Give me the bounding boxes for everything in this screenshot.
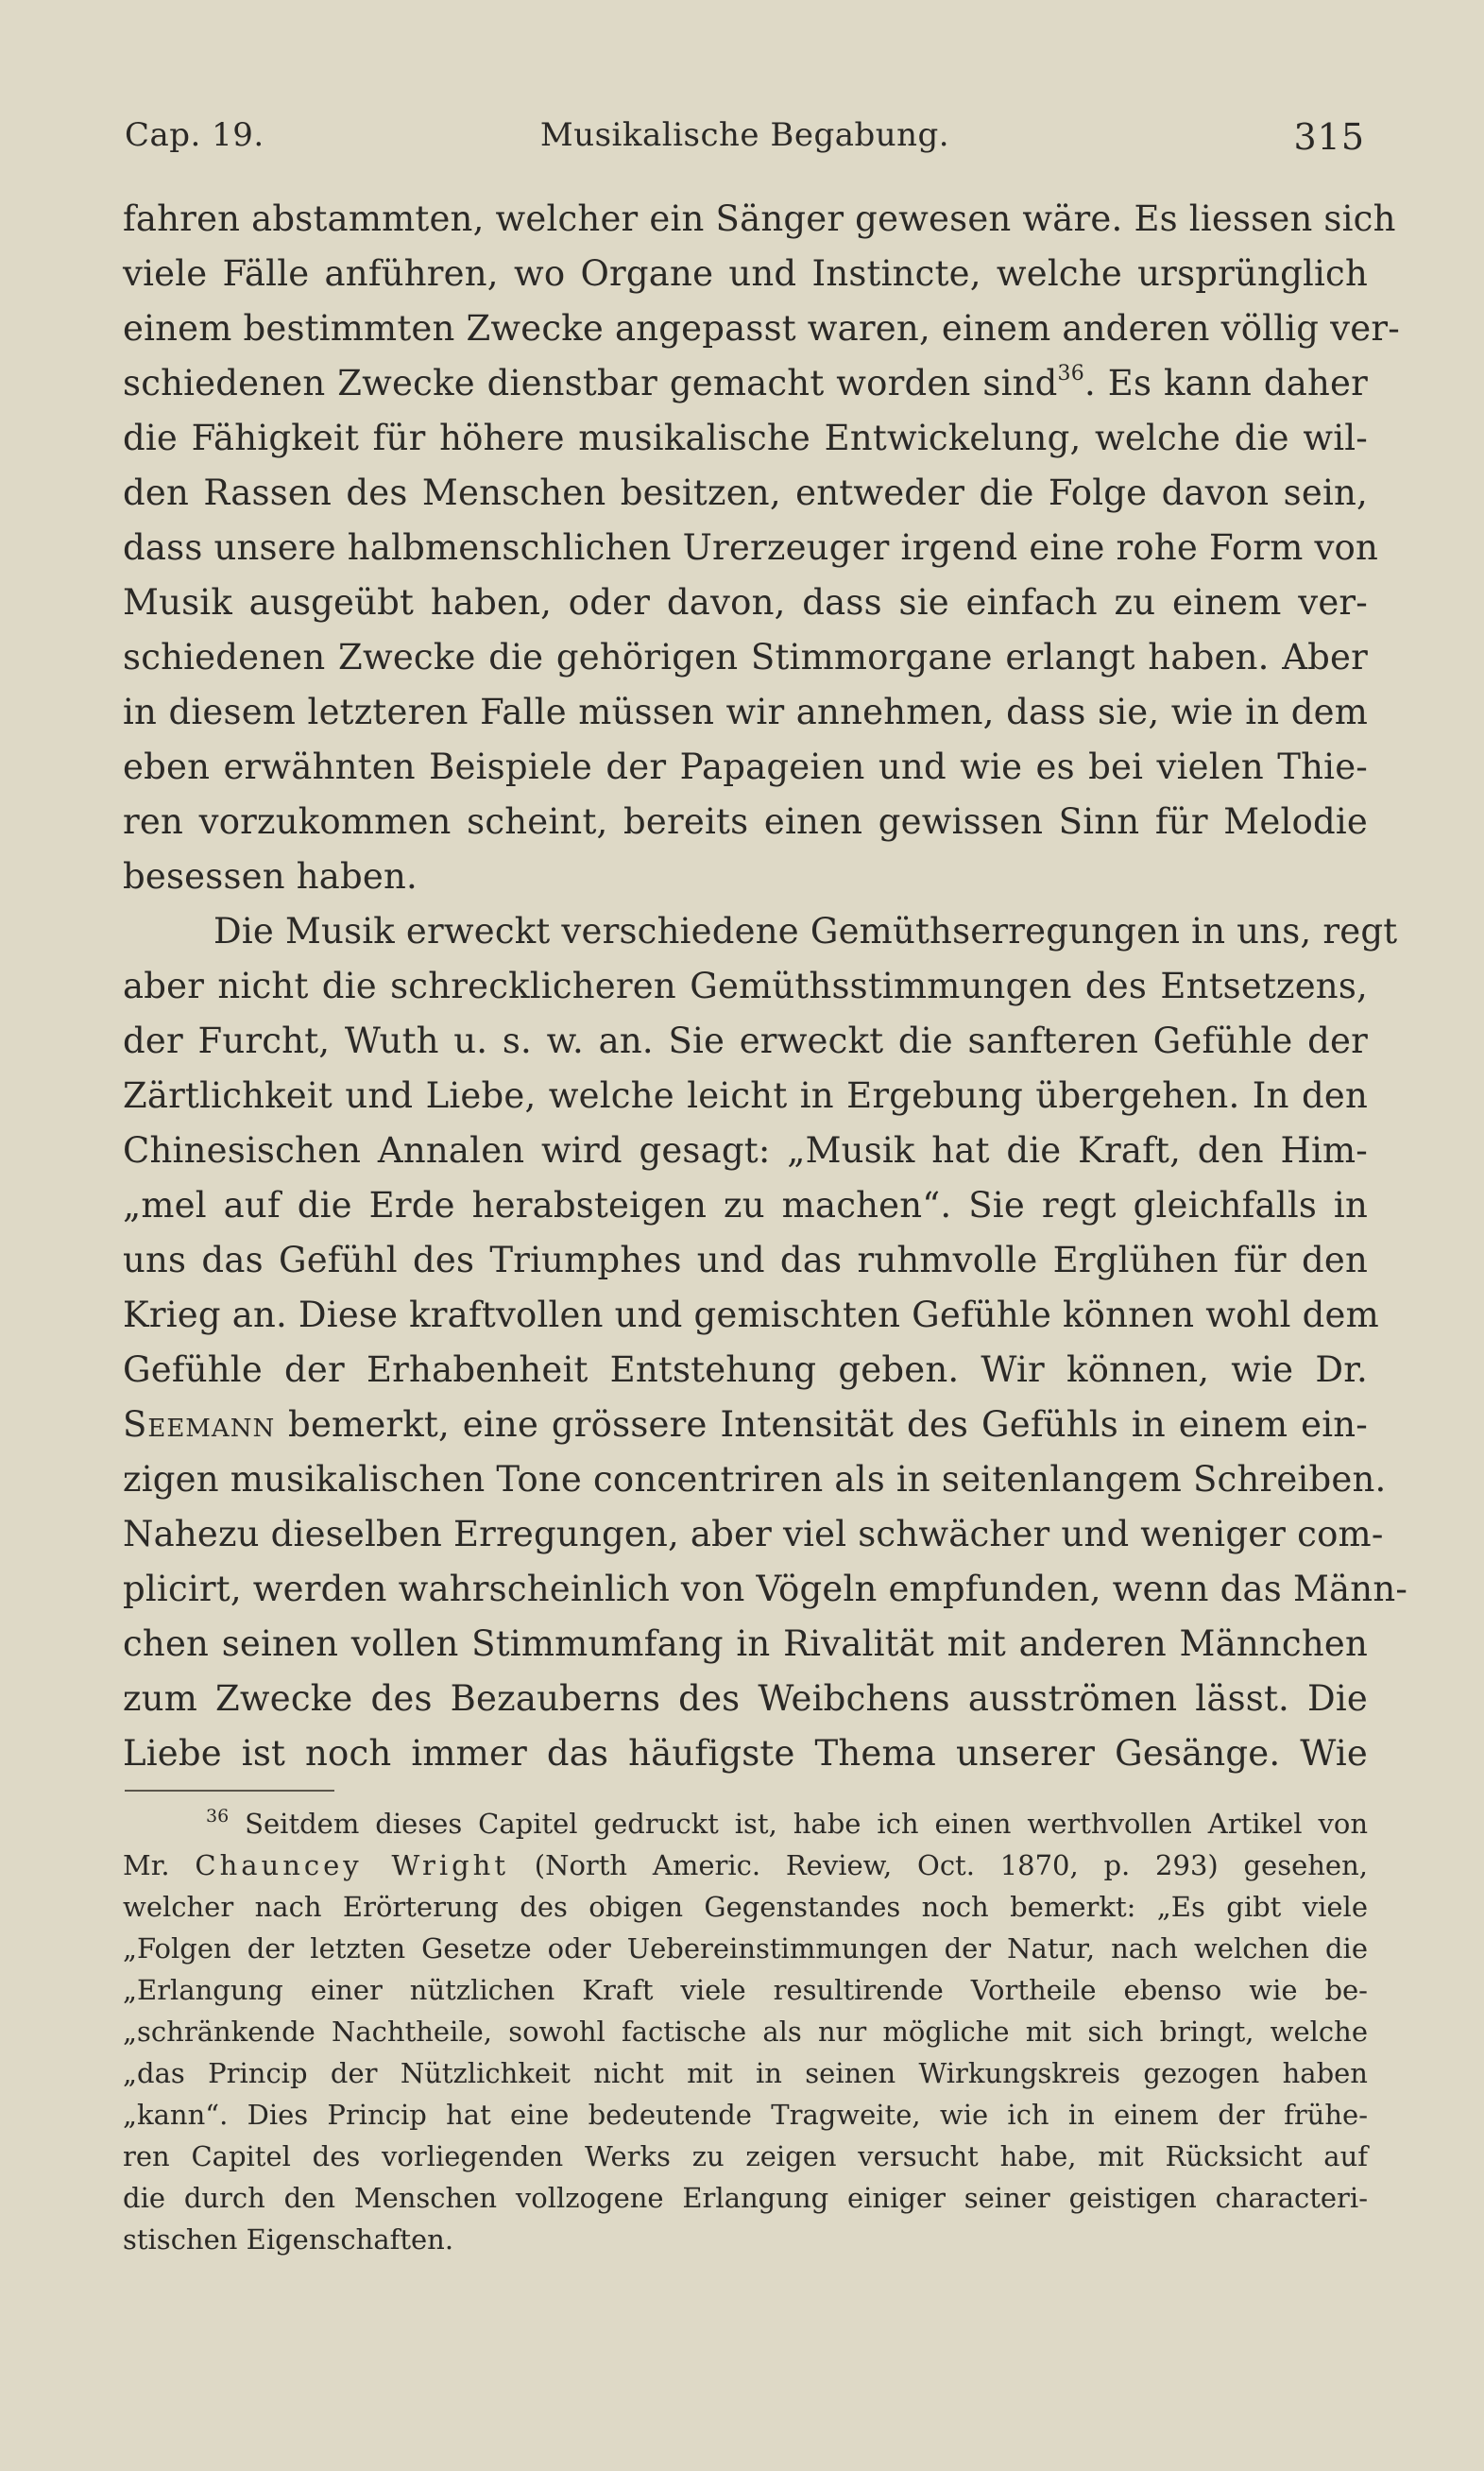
text-line: schiedenen Zwecke die gehörigen Stimmorgane erlangt haben. Aber: [123, 637, 1368, 678]
text-line: ren vorzukommen scheint, bereits einen gewissen Sinn für Melodie: [123, 801, 1368, 842]
text-line: besessen haben.: [123, 856, 418, 897]
running-title: Musikalische Begabung.: [539, 116, 950, 154]
footnote-line: [206, 1803, 1368, 1845]
text-line: Liebe ist noch immer das häufigste Thema unserer Gesänge. Wie: [123, 1733, 1368, 1774]
footnote-line: „das Princip der Nützlichkeit nicht mit in seinen Wirkungskreis gezogen haben: [123, 2057, 1368, 2089]
text-line: Nahezu dieselben Erregungen, aber viel schwächer und weniger com-: [123, 1514, 1384, 1554]
footnote-line: „kann“. Dies Princip hat eine bedeutende Tragweite, wie ich in einem der frühe-: [123, 2099, 1368, 2131]
text-segment: . Es kann daher: [1083, 363, 1368, 403]
text-line: Krieg an. Diese kraftvollen und gemischten Gefühle können wohl dem: [123, 1295, 1379, 1335]
text-line: uns das Gefühl des Triumphes und das ruhmvolle Erglühen für den: [123, 1240, 1368, 1280]
text-line: eben erwähnten Beispiele der Papageien und wie es bei vielen Thie-: [123, 746, 1368, 787]
text-line: [123, 1398, 1368, 1452]
text-line: viele Fälle anführen, wo Organe und Instincte, welche ursprünglich: [123, 253, 1368, 294]
text-line: chen seinen vollen Stimmumfang in Rivalität mit anderen Männchen: [123, 1623, 1368, 1664]
text-line: aber nicht die schrecklicheren Gemüthsstimmungen des Entsetzens,: [123, 966, 1368, 1006]
author-name: Seemann: [123, 1404, 276, 1445]
footnote-reference: 36: [1057, 362, 1084, 386]
text-line: fahren abstammten, welcher ein Sänger gewesen wäre. Es liessen sich: [123, 198, 1396, 239]
text-segment: Mr.: [123, 1849, 196, 1881]
paragraph-start: Die Musik erweckt verschiedene Gemüthserregungen in uns, regt: [213, 911, 1398, 952]
footnote-line: „Erlangung einer nützlichen Kraft viele resultirende Vortheile ebenso wie be-: [123, 1974, 1368, 2006]
text-line: Gefühle der Erhabenheit Entstehung geben. Wir können, wie Dr.: [123, 1349, 1368, 1390]
footnote-line: „Folgen der letzten Gesetze oder Uebereinstimmungen der Natur, nach welchen die: [123, 1932, 1368, 1965]
text-line: Musik ausgeübt haben, oder davon, dass sie einfach zu einem ver-: [123, 582, 1368, 623]
text-line: zum Zwecke des Bezauberns des Weibchens ausströmen lässt. Die: [123, 1678, 1368, 1719]
text-line: zigen musikalischen Tone concentriren als in seitenlangem Schreiben.: [123, 1459, 1387, 1500]
footnote-line: die durch den Menschen vollzogene Erlangung einiger seiner geistigen characteri-: [123, 2182, 1368, 2214]
text-line: Chinesischen Annalen wird gesagt: „Musik hat die Kraft, den Him-: [123, 1130, 1368, 1171]
text-line: [123, 356, 1368, 411]
footnote-line: „schränkende Nachtheile, sowohl factische als nur mögliche mit sich bringt, welche: [123, 2016, 1368, 2048]
text-line: dass unsere halbmenschlichen Urerzeuger irgend eine rohe Form von: [123, 527, 1379, 568]
footnote-line: welcher nach Erörterung des obigen Gegenstandes noch bemerkt: „Es gibt viele: [123, 1891, 1368, 1923]
page-number: 315: [1293, 116, 1365, 158]
footnote-line: [123, 1845, 1368, 1886]
text-line: den Rassen des Menschen besitzen, entweder die Folge davon sein,: [123, 472, 1368, 513]
text-line: plicirt, werden wahrscheinlich von Vögeln empfunden, wenn das Männ-: [123, 1569, 1408, 1609]
text-line: einem bestimmten Zwecke angepasst waren, einem anderen völlig ver-: [123, 308, 1400, 349]
author-name: Chauncey Wright: [195, 1849, 509, 1881]
text-segment: Seitdem dieses Capitel gedruckt ist, habe ich einen werthvollen Artikel von: [229, 1808, 1368, 1840]
footnote-divider: [125, 1790, 334, 1792]
text-segment: bemerkt, eine grössere Intensität des Gefühls in einem ein-: [275, 1404, 1368, 1445]
chapter-label: Cap. 19.: [125, 116, 264, 154]
text-line: „mel auf die Erde herabsteigen zu machen“. Sie regt gleichfalls in: [123, 1185, 1368, 1226]
text-line: Zärtlichkeit und Liebe, welche leicht in Ergebung übergehen. In den: [123, 1075, 1368, 1116]
text-line: der Furcht, Wuth u. s. w. an. Sie erweckt die sanfteren Gefühle der: [123, 1021, 1368, 1061]
text-segment: schiedenen Zwecke dienstbar gemacht worden sind: [123, 363, 1058, 403]
text-segment: (North Americ. Review, Oct. 1870, p. 293) gesehen,: [508, 1849, 1368, 1881]
text-line: die Fähigkeit für höhere musikalische Entwickelung, welche die wil-: [123, 418, 1368, 458]
footnote-marker: 36: [206, 1806, 230, 1827]
footnote-line: stischen Eigenschaften.: [123, 2223, 454, 2256]
running-header: [125, 116, 1365, 173]
text-line: in diesem letzteren Falle müssen wir annehmen, dass sie, wie in dem: [123, 692, 1368, 732]
footnote-line: ren Capitel des vorliegenden Werks zu zeigen versucht habe, mit Rücksicht auf: [123, 2140, 1368, 2172]
